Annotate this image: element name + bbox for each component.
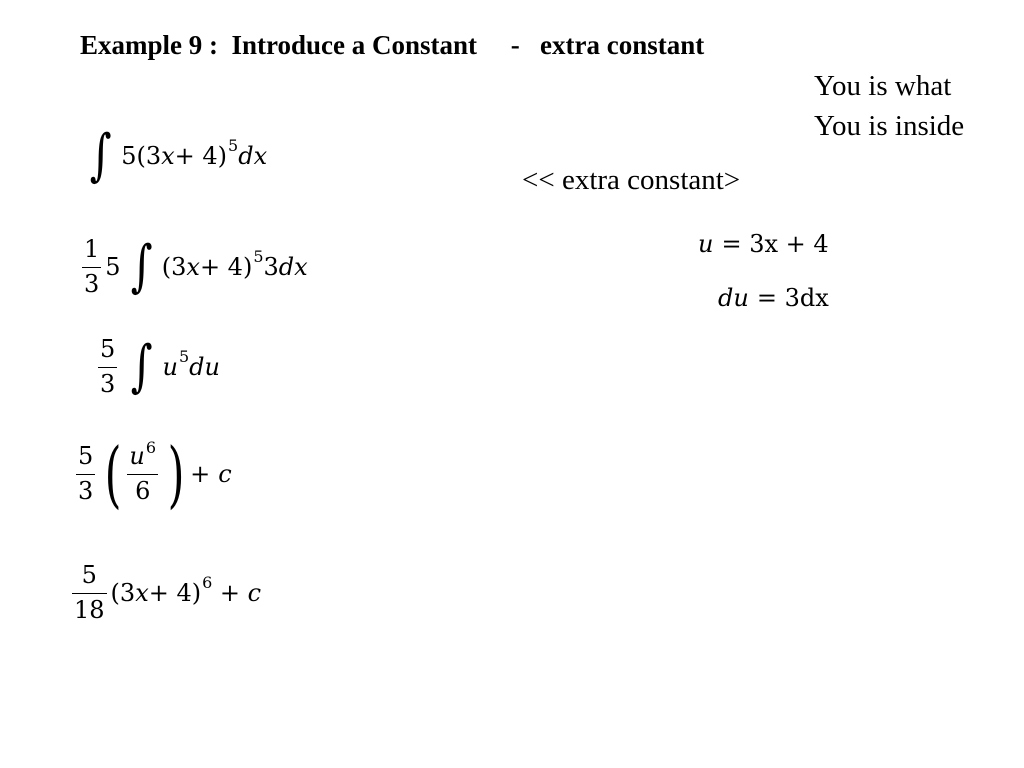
- step-3-expression: [98, 336, 220, 398]
- step1-var: x: [161, 142, 175, 170]
- left-paren: (: [104, 432, 122, 516]
- fraction-u6-over-6: [127, 437, 158, 505]
- fraction-one-third: [82, 236, 101, 298]
- step4-plus: +: [190, 460, 211, 488]
- step1-differential: dx: [238, 142, 268, 170]
- step2-coef: 5: [105, 253, 121, 282]
- step4-exponent: 6: [145, 437, 157, 457]
- substitution-u: [698, 230, 829, 258]
- step2-body: (3: [161, 253, 187, 282]
- step1-mid: + 4): [174, 142, 228, 170]
- step1-coef: 5(3: [121, 142, 162, 170]
- fraction-denominator: 3: [100, 369, 116, 398]
- integral-sign: ∫: [89, 123, 112, 188]
- step-2-expression: [82, 236, 308, 298]
- page-title: Example 9 : Introduce a Constant - extra constant: [80, 30, 705, 60]
- step-4-expression: [76, 432, 232, 516]
- step5-exponent: 6: [202, 572, 213, 592]
- step5-body: (3: [110, 579, 136, 608]
- sub-u-lhs: u: [698, 230, 714, 258]
- step2-exponent: 5: [253, 246, 264, 266]
- step1-exponent: 5: [228, 135, 239, 155]
- fraction-denominator: 18: [74, 595, 105, 624]
- fraction-numerator: [127, 437, 158, 471]
- fraction-five-eighteenths: [72, 562, 107, 624]
- fraction-numerator: 5: [81, 561, 97, 589]
- step4-constant: c: [218, 460, 232, 488]
- step3-u: u: [162, 353, 178, 382]
- fraction-denominator: 3: [78, 476, 94, 505]
- fraction-denominator: 3: [84, 269, 100, 298]
- sub-du-lhs: du: [718, 284, 749, 312]
- integral-sign: ∫: [130, 334, 153, 400]
- sub-u-rhs: = 3x + 4: [721, 230, 829, 258]
- fraction-numerator: 5: [100, 335, 116, 363]
- step-5-expression: [72, 562, 261, 624]
- right-paren: ): [167, 432, 185, 516]
- step5-mid: + 4): [148, 579, 202, 608]
- sub-du-rhs: = 3dx: [756, 284, 829, 312]
- note-you-is-inside: You is inside: [814, 110, 965, 142]
- step2-mid: + 4): [199, 253, 253, 282]
- fraction-numerator: 5: [78, 441, 94, 470]
- step2-factor: 3: [263, 253, 279, 282]
- substitution-du: [718, 284, 829, 312]
- fraction-numerator: 1: [84, 235, 100, 263]
- step2-differential: dx: [278, 253, 308, 282]
- note-you-is-what: You is what: [814, 70, 952, 102]
- step3-differential: du: [189, 353, 220, 382]
- step2-var: x: [186, 253, 200, 282]
- step5-constant: c: [247, 579, 262, 608]
- note-extra-constant: << extra constant>: [522, 164, 741, 196]
- step-1-expression: [80, 123, 268, 188]
- step3-exponent: 5: [178, 346, 190, 366]
- fraction-five-thirds: [76, 443, 95, 505]
- integral-sign: ∫: [130, 234, 153, 300]
- step5-plus: +: [212, 579, 248, 608]
- step5-var: x: [135, 579, 149, 608]
- fraction-five-thirds: [98, 336, 117, 398]
- fraction-denominator: 6: [135, 476, 151, 505]
- step4-u: u: [129, 441, 145, 470]
